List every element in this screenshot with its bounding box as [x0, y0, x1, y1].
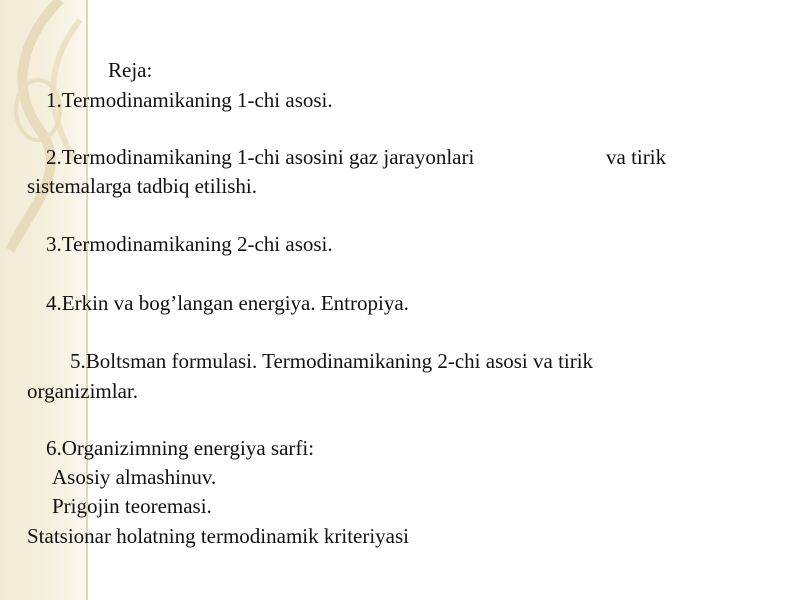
plan-item-2-line2: sistemalarga tadbiq etilishi. [27, 174, 257, 198]
plan-item-1: 1.Termodinamikaning 1-chi asosi. [46, 88, 333, 112]
plan-item-5-line1: 5.Boltsman formulasi. Termodinamikaning 2-chi asosi va tirik [70, 349, 594, 373]
plan-footer-line: Statsionar holatning termodinamik kriteriyasi [27, 524, 410, 548]
plan-item-4: 4.Erkin va bog’langan energiya. Entropiya. [46, 291, 409, 315]
plan-item-3: 3.Termodinamikaning 2-chi asosi. [46, 232, 333, 256]
plan-item-6: 6.Organizimning energiya sarfi: [46, 436, 315, 460]
plan-subitem-2: Prigojin teoremasi. [52, 494, 212, 518]
plan-item-5-line2: organizimlar. [27, 379, 138, 403]
plan-item-2-line1: 2.Termodinamikaning 1-chi asosini gaz jarayonlari [46, 145, 475, 169]
plan-subitem-1: Asosiy almashinuv. [52, 465, 217, 489]
plan-title: Reja: [108, 58, 153, 82]
plan-item-2-line1-tail: va tirik [606, 145, 667, 169]
